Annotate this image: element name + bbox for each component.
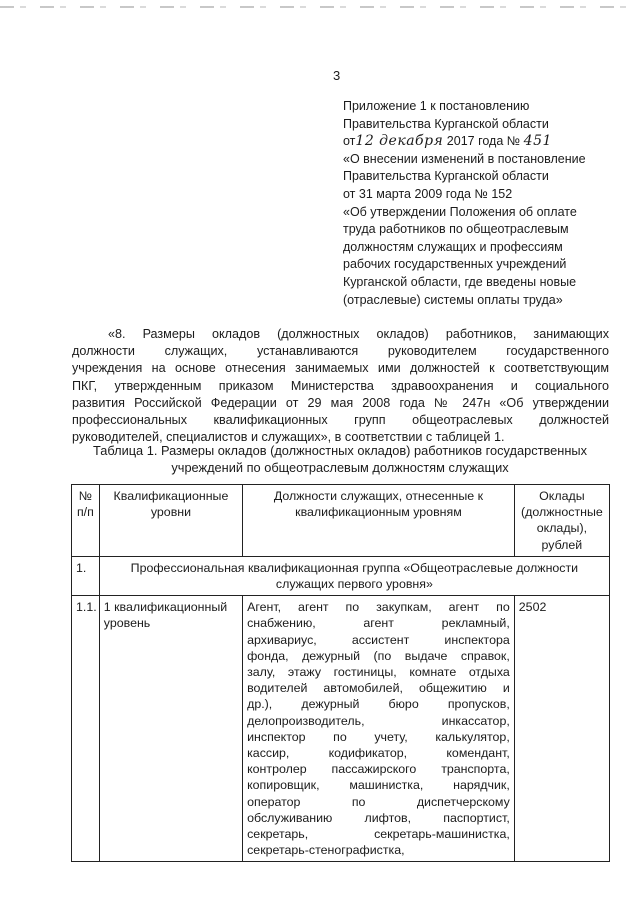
scan-edge-artifact — [0, 6, 640, 8]
position-line: архивариус, ассистент инспектора — [247, 632, 510, 647]
appendix-line: от 31 марта 2009 года № 152 — [343, 186, 513, 201]
position-line: Агент, агент по закупкам, агент по — [247, 600, 510, 615]
position-line: др.), дежурный бюро пропусков, — [247, 697, 510, 712]
appendix-line: Приложение 1 к постановлению — [343, 99, 530, 113]
position-line: снабжению, агент рекламный, — [247, 616, 510, 631]
header-levels: Квалификационные уровни — [99, 485, 242, 557]
header-salary: Оклады (должностные оклады), рублей — [514, 485, 609, 557]
appendix-line: рабочих государственных учреждений — [343, 257, 567, 272]
table-caption-line: учреждений по общеотраслевым должностям служащих — [171, 460, 509, 475]
position-line: водителей автомобилей, общежитию и — [247, 681, 510, 696]
position-line: инспектор по учету, калькулятор, — [247, 729, 510, 744]
appendix-line: Правительства Курганской области — [343, 169, 549, 184]
appendix-line: труда работников по общеотраслевым — [343, 222, 569, 237]
paragraph-line: должности служащих, устанавливаются руководителем государственного — [72, 344, 609, 359]
handwritten-date: 12 декабря — [355, 133, 444, 150]
appendix-year: 2017 года № — [446, 134, 521, 149]
appendix-block — [343, 98, 613, 309]
group-num: 1. — [72, 556, 100, 595]
position-line: делопроизводитель, инкассатор, — [247, 713, 510, 728]
position-line: секретарь-стенографистка, — [247, 843, 405, 858]
paragraph-line: «8. Размеры окладов (должностных окладов) работников, занимающих — [108, 327, 609, 341]
salary-table — [71, 484, 610, 862]
position-line: кассир, кодификатор, комендант, — [247, 746, 510, 761]
paragraph-line: ПКГ, утвержденным приказом Министерства здравоохранения и социального — [72, 378, 609, 393]
appendix-date-line — [343, 133, 613, 151]
appendix-line: Курганской области, где введены новые — [343, 274, 577, 289]
position-line: оператор по диспетчерскому — [247, 794, 510, 809]
table-group-row — [72, 556, 610, 595]
row-salary: 2502 — [514, 596, 609, 862]
handwritten-number: 451 — [523, 133, 552, 150]
position-line: копировщик, машинистка, нарядчик, — [247, 778, 510, 793]
position-line: обслуживанию лифтов, паспортист, — [247, 810, 510, 825]
position-line: залу, этажу гостиницы, комнате отдыха — [247, 665, 510, 680]
appendix-from: от — [343, 134, 356, 149]
appendix-line: «О внесении изменений в постановление — [343, 151, 586, 166]
header-num: № п/п — [72, 485, 100, 557]
paragraph-line: профессиональных квалификационных групп общеотраслевых должностей — [72, 413, 609, 428]
position-line: секретарь, секретарь-машинистка, — [247, 827, 510, 842]
appendix-line: (отраслевые) системы оплаты труда» — [343, 292, 563, 307]
table-row — [72, 596, 610, 862]
paragraph-8 — [72, 326, 609, 446]
page-number: 3 — [333, 68, 341, 83]
paragraph-line: развития Российской Федерации от 29 мая 2008 года № 247н «Об утверждении — [72, 395, 609, 410]
row-level: 1 квалификационный уровень — [99, 596, 242, 862]
paragraph-line: руководителей, специалистов и служащих», в соответствии с таблицей 1. — [72, 430, 505, 445]
appendix-line: должностям служащих и профессиям — [343, 239, 563, 254]
appendix-line: «Об утверждении Положения об оплате — [343, 204, 577, 219]
row-num: 1.1. — [72, 596, 100, 862]
row-positions — [243, 596, 515, 862]
position-line: контролер пассажирского транспорта, — [247, 762, 510, 777]
position-line: фонда, дежурный (по выдаче справок, — [247, 648, 510, 663]
appendix-line: Правительства Курганской области — [343, 116, 549, 131]
table-caption-line: Таблица 1. Размеры окладов (должностных окладов) работников государственных — [93, 443, 587, 458]
paragraph-line: учреждения на основе отнесения занимаемых ими должностей к соответствующим — [72, 361, 609, 376]
header-positions: Должности служащих, отнесенные к квалификационным уровням — [243, 485, 515, 557]
group-title: Профессиональная квалификационная группа «Общеотраслевые должности служащих первого уровня» — [99, 556, 609, 595]
table-header-row — [72, 485, 610, 557]
table-caption — [70, 442, 610, 476]
